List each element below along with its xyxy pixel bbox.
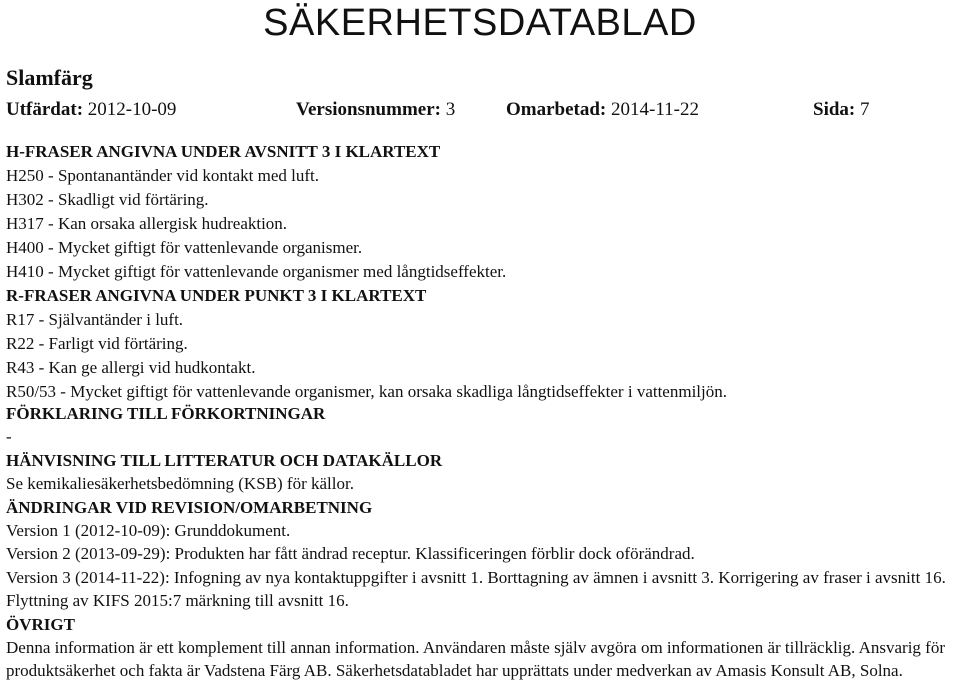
- h-phrase-item: H302 - Skadligt vid förtäring.: [6, 190, 209, 209]
- version-label: Versionsnummer:: [296, 99, 441, 120]
- product-name: Slamfärg: [6, 65, 93, 90]
- h-phrase-item: H317 - Kan orsaka allergisk hudreaktion.: [6, 214, 288, 233]
- additional-info-section: [6, 402, 951, 683]
- page-number: [813, 97, 870, 123]
- revision-item: Version 1 (2012-10-09): Grunddokument.: [6, 521, 291, 541]
- revision-item: Version 2 (2013-09-29): Produkten har fått ändrad receptur. Klassificeringen förblir dock oförändrad.: [6, 544, 695, 564]
- r-phrase-item: R17 - Självantänder i luft.: [6, 310, 184, 329]
- abbreviations-text: -: [6, 427, 12, 447]
- document-title: SÄKERHETSDATABLAD: [263, 2, 697, 44]
- issued-label: Utfärdat:: [6, 99, 84, 120]
- issued-date: [6, 97, 176, 123]
- h-phrase-item: H400 - Mycket giftigt för vattenlevande organismer.: [6, 238, 363, 257]
- version-number: [296, 97, 455, 123]
- references-text: Se kemikaliesäkerhetsbedömning (KSB) för källor.: [6, 474, 354, 494]
- revision-item: Version 3 (2014-11-22): Infogning av nya kontaktuppgifter i avsnitt 1. Borttagning av ämnen i avsnitt 3. Korrigering av fraser i avsnitt 16. Flyttning av KIFS 2015:7 märkning till avsnitt 16.: [6, 567, 946, 611]
- page-value: 7: [860, 99, 870, 120]
- page-label: Sida:: [813, 99, 856, 120]
- h-phrase-item: H250 - Spontanantänder vid kontakt med luft.: [6, 166, 320, 185]
- revised-value: 2014-11-22: [611, 99, 699, 120]
- r-phrases-heading: R-FRASER ANGIVNA UNDER PUNKT 3 I KLARTEXT: [6, 286, 427, 305]
- document-meta-row: [6, 97, 946, 123]
- version-value: 3: [445, 99, 456, 120]
- revised-label: Omarbetad:: [506, 99, 607, 120]
- references-heading: HÄNVISNING TILL LITTERATUR OCH DATAKÄLLOR: [6, 450, 443, 470]
- r-phrase-item: R22 - Farligt vid förtäring.: [6, 334, 188, 353]
- h-phrases-heading: H-FRASER ANGIVNA UNDER AVSNITT 3 I KLARTEXT: [6, 142, 441, 161]
- issued-value: 2012-10-09: [87, 99, 177, 120]
- other-text: Denna information är ett komplement till annan information. Användaren måste själv avgöra om informationen är tillräcklig. Ansvarig för produktsäkerhet och fakta är Vadstena Färg AB. Säkerhetsdatabladet har upprättats under medverkan av Amasis Konsult AB, Solna.: [6, 638, 945, 681]
- abbreviations-heading: FÖRKLARING TILL FÖRKORTNINGAR: [6, 404, 326, 423]
- phrases-section: [6, 140, 946, 404]
- r-phrase-item: R43 - Kan ge allergi vid hudkontakt.: [6, 358, 256, 377]
- revisions-heading: ÄNDRINGAR VID REVISION/OMARBETNING: [6, 497, 373, 517]
- r-phrase-item: R50/53 - Mycket giftigt för vattenlevande organismer, kan orsaka skadliga långtidseffekter i vattenmiljön.: [6, 382, 727, 401]
- other-heading: ÖVRIGT: [6, 614, 75, 634]
- h-phrase-item: H410 - Mycket giftigt för vattenlevande organismer med långtidseffekter.: [6, 262, 507, 281]
- revised-date: [506, 97, 699, 123]
